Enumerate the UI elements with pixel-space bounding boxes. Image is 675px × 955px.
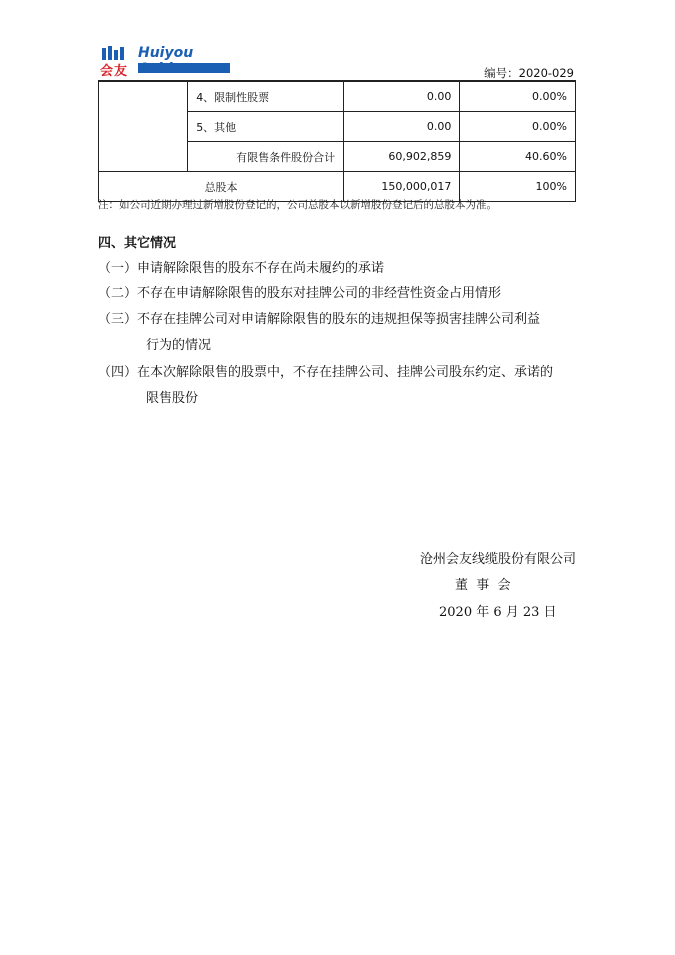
- document-number: 编号：2020-029: [484, 66, 574, 80]
- table-footnote: 注：如公司近期办理过新增股份登记的，公司总股本以新增股份登记后的总股本为准。: [98, 199, 497, 211]
- company-logo: [98, 44, 238, 80]
- share-percentage: 0.00%: [460, 112, 576, 142]
- subtotal-percentage: 40.60%: [460, 142, 576, 172]
- item-text: （四）在本次解除限售的股票中，不存在挂牌公司、挂牌公司股东约定、承诺的: [98, 365, 554, 380]
- board-signature: 董 事 会: [455, 578, 511, 593]
- list-item: [98, 362, 578, 410]
- share-count: 0.00: [344, 112, 460, 142]
- item-text: （二）不存在申请解除限售的股东对挂牌公司的非经营性资金占用情形: [98, 286, 502, 301]
- total-percentage: 100%: [460, 172, 576, 202]
- subtotal-label: 有限售条件股份合计: [188, 142, 344, 172]
- subtotal-shares: 60,902,859: [344, 142, 460, 172]
- list-item: [98, 309, 578, 357]
- list-item: [98, 258, 578, 280]
- logo-chinese-name: 会友: [100, 64, 129, 79]
- share-count: 0.00: [344, 82, 460, 112]
- item-text-continuation: 行为的情况: [146, 338, 212, 353]
- category-cell: [99, 82, 188, 172]
- item-text: （一）申请解除限售的股东不存在尚未履约的承诺: [98, 261, 385, 276]
- total-label: 总股本: [99, 172, 344, 202]
- signature-date: 2020 年 6 月 23 日: [439, 605, 557, 620]
- share-structure-table: [98, 81, 576, 202]
- logo-tagline-bar: [138, 63, 230, 73]
- page-header: [98, 44, 578, 84]
- row-label: 4、限制性股票: [188, 82, 344, 112]
- logo-english-name: Huiyou: [138, 45, 194, 61]
- item-text: （三）不存在挂牌公司对申请解除限售的股东的违规担保等损害挂牌公司利益: [98, 312, 541, 327]
- total-shares: 150,000,017: [344, 172, 460, 202]
- item-text-continuation: 限售股份: [146, 391, 199, 406]
- company-signature: 沧州会友线缆股份有限公司: [420, 552, 577, 567]
- row-label: 5、其他: [188, 112, 344, 142]
- share-percentage: 0.00%: [460, 82, 576, 112]
- section-title: 四、其它情况: [98, 236, 177, 251]
- table-row: [99, 82, 576, 112]
- list-item: [98, 283, 578, 305]
